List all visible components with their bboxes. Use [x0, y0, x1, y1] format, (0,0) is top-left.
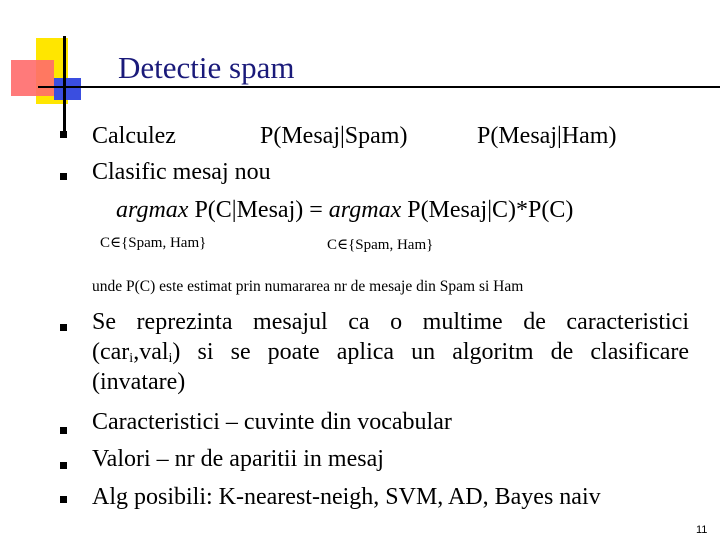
bullet-marker	[60, 427, 67, 434]
bullet-algoritmi: Alg posibili: K-nearest-neigh, SVM, AD, Bayes naiv	[92, 484, 601, 510]
formula-part-2: P(Mesaj|C)*P(C)	[401, 197, 574, 223]
representation-paragraph	[92, 307, 689, 397]
prob-spam: P(Mesaj|Spam)	[260, 123, 408, 149]
paragraph-line-3: (invatare)	[92, 369, 186, 395]
argmax-formula	[116, 198, 573, 222]
bullet-valori: Valori – nr de aparitii in mesaj	[92, 446, 384, 472]
formula-argmax-2: argmax	[328, 197, 402, 223]
bullet-calculez	[92, 123, 617, 149]
formula-argmax-1: argmax	[116, 197, 189, 223]
paragraph-line-2	[92, 337, 689, 367]
decor-vertical-line	[63, 36, 66, 132]
formula-subscript-1: C∈{Spam, Ham}	[100, 235, 207, 251]
para-car: (car	[92, 339, 130, 365]
bullet-marker	[60, 131, 67, 138]
para-sub-i: i	[168, 351, 173, 366]
paragraph-line-1: Se reprezinta mesajul ca o multime de caracteristici	[92, 309, 689, 335]
bullet-clasific: Clasific mesaj nou	[92, 159, 271, 185]
decor-red-square	[11, 60, 54, 96]
formula-subscript-2: C∈{Spam, Ham}	[327, 237, 434, 253]
para-sub-i: i	[129, 351, 134, 366]
prob-ham: P(Mesaj|Ham)	[477, 123, 617, 149]
decor-horizontal-line	[38, 86, 720, 88]
bullet-marker	[60, 462, 67, 469]
para-val: ,val	[133, 339, 169, 365]
slide-title: Detectie spam	[118, 50, 295, 85]
decor-blue-square	[54, 78, 81, 100]
bullet-marker	[60, 496, 67, 503]
page-number: 11	[696, 524, 708, 536]
bullet-marker	[60, 324, 67, 331]
estimation-note: unde P(C) este estimat prin numararea nr de mesaje din Spam si Ham	[92, 278, 524, 295]
bullet-caracteristici: Caracteristici – cuvinte din vocabular	[92, 409, 452, 435]
para-rest: ) si se poate aplica un algoritm de clasificare	[172, 339, 689, 365]
bullet-calculez-label: Calculez	[92, 123, 176, 149]
formula-part-1: P(C|Mesaj) =	[188, 197, 329, 223]
bullet-marker	[60, 173, 67, 180]
